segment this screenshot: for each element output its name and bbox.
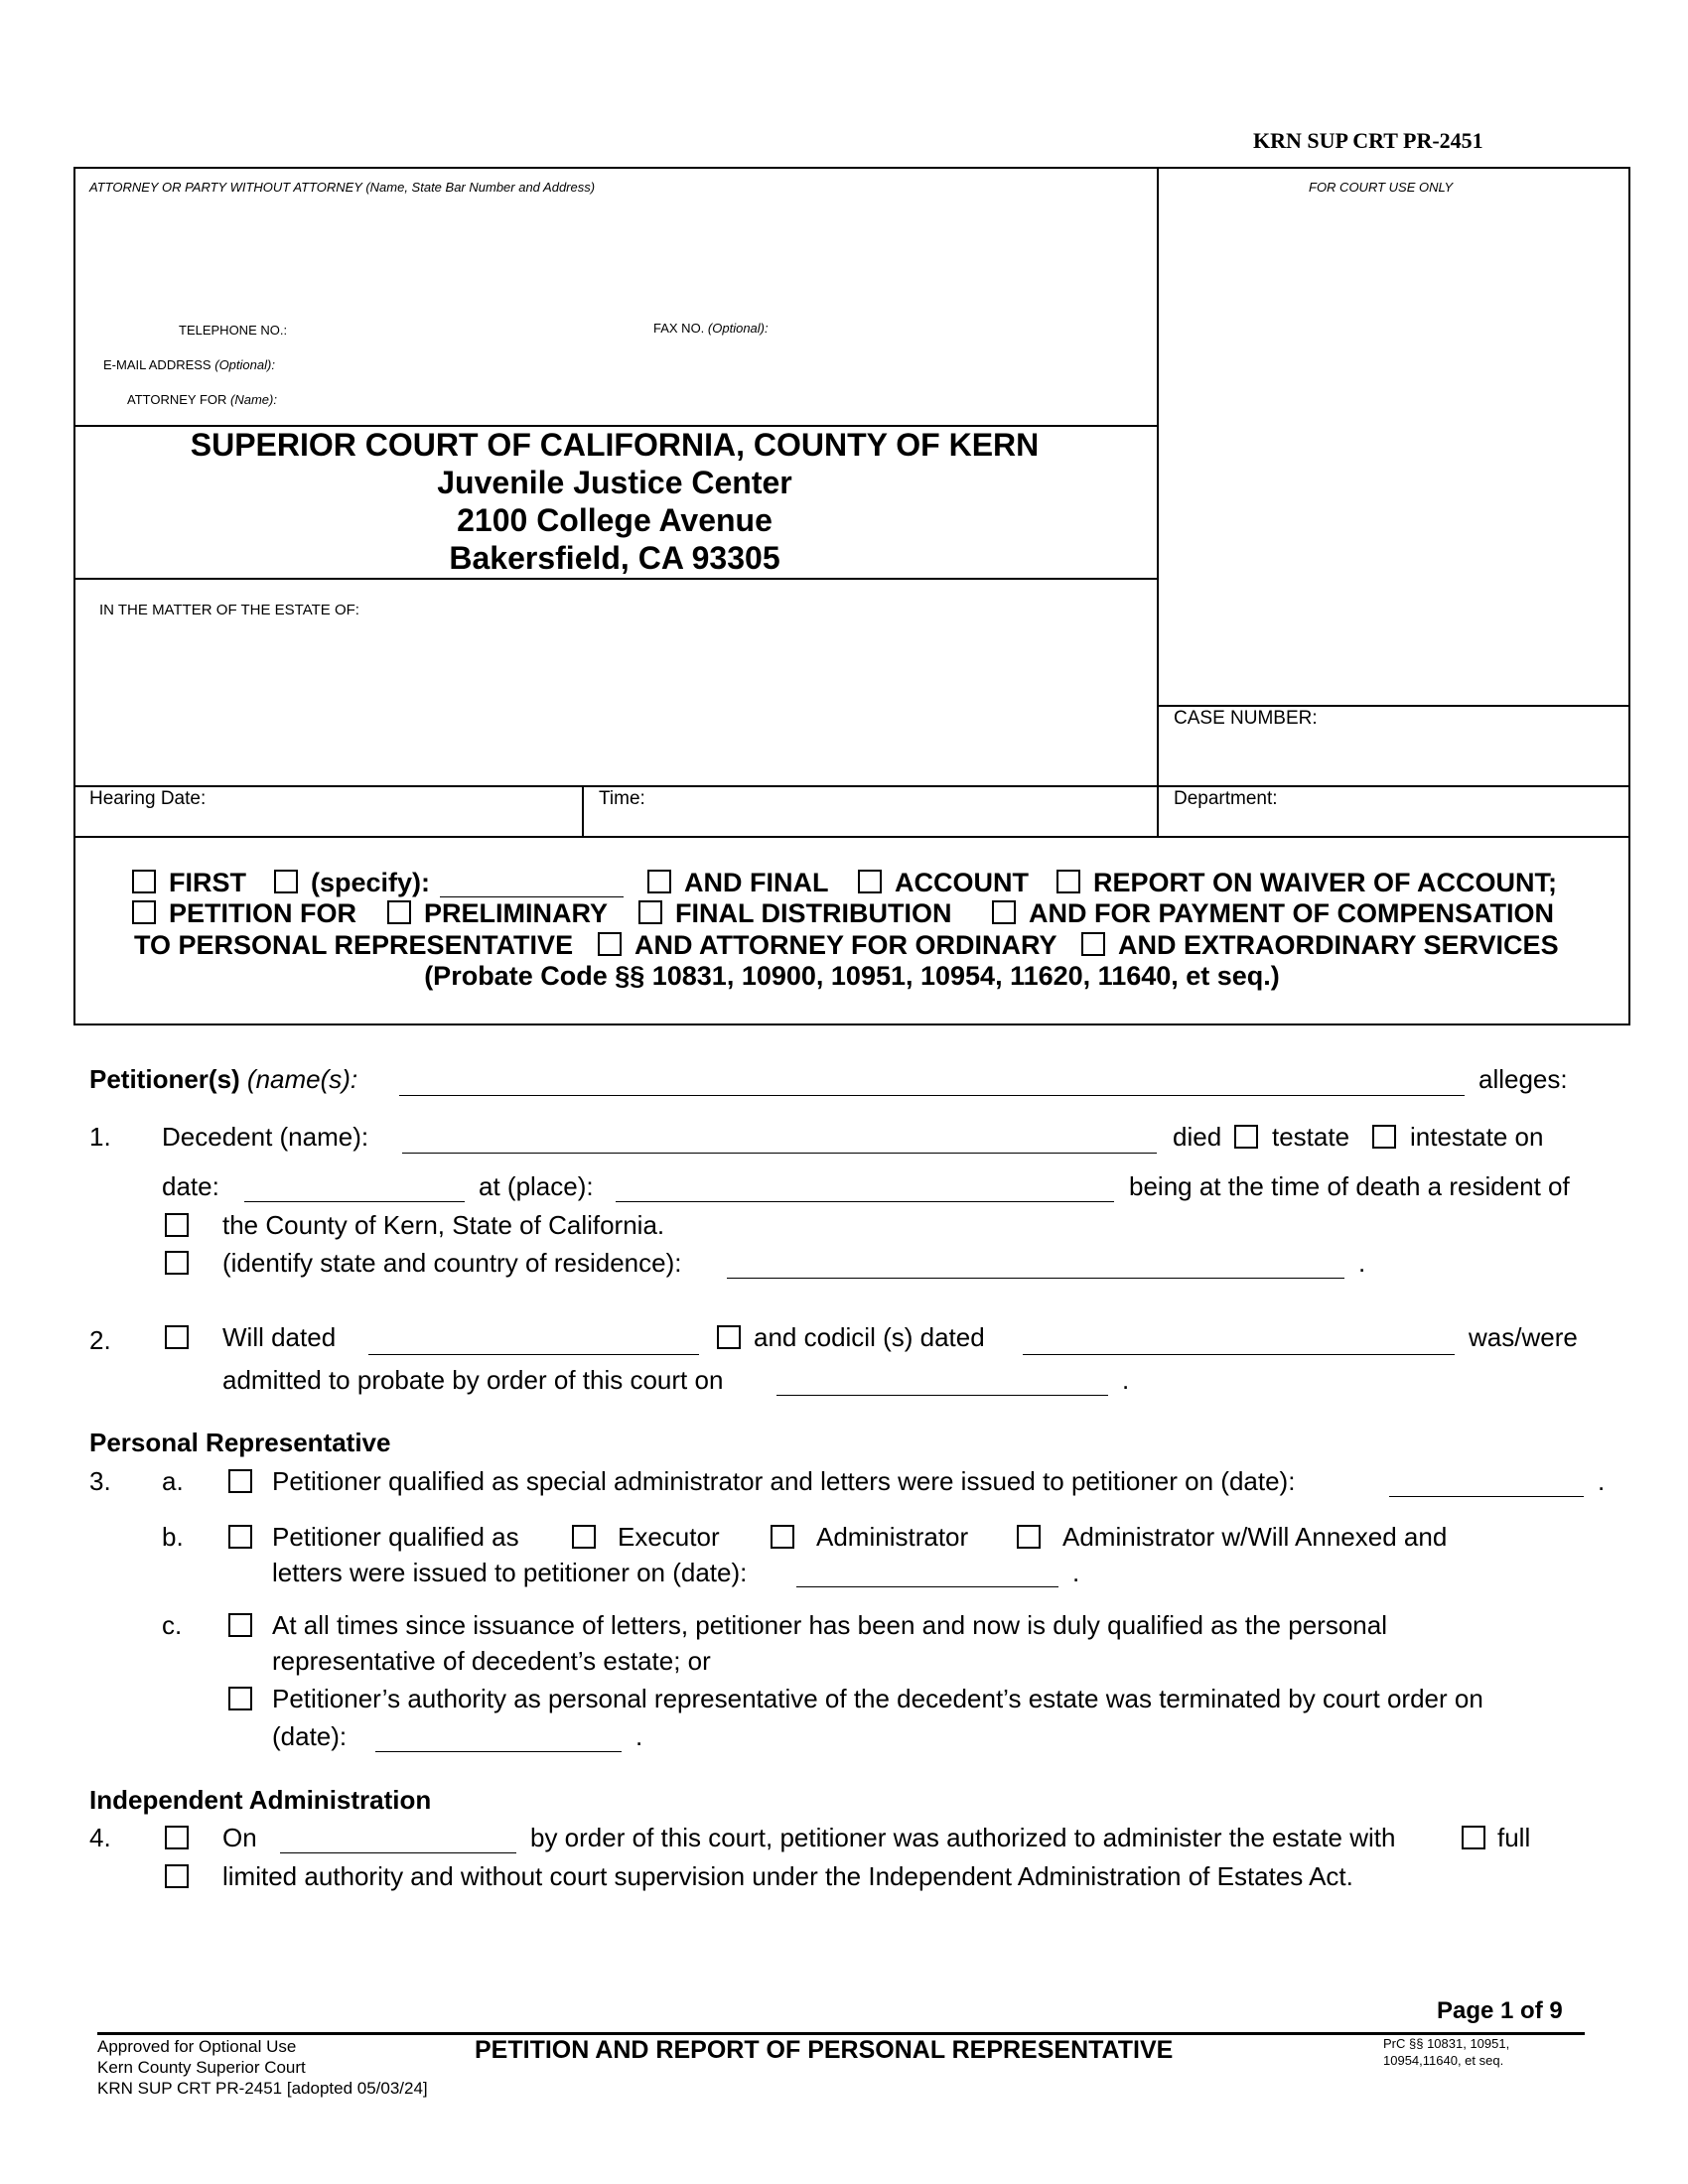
email-optional: (Optional): bbox=[214, 357, 275, 372]
resident-label: being at the time of death a resident of bbox=[1129, 1171, 1570, 1201]
specify-label: (specify): bbox=[311, 868, 431, 897]
death-date-label: date: bbox=[162, 1171, 219, 1201]
duly-qualified-checkbox[interactable] bbox=[228, 1613, 252, 1637]
death-place-field[interactable] bbox=[616, 1201, 1114, 1202]
court-city: Bakersfield, CA 93305 bbox=[449, 540, 780, 576]
attorney-label: ATTORNEY OR PARTY WITHOUT ATTORNEY (Name, State Bar Number and Address) bbox=[89, 180, 596, 195]
waiver-label: REPORT ON WAIVER OF ACCOUNT; bbox=[1093, 868, 1558, 897]
codicil-date-field[interactable] bbox=[1023, 1354, 1455, 1355]
will-dated-label: Will dated bbox=[222, 1322, 337, 1352]
extraordinary-label: AND EXTRAORDINARY SERVICES bbox=[1118, 930, 1559, 960]
account-label: ACCOUNT bbox=[895, 868, 1029, 897]
first-checkbox[interactable] bbox=[132, 870, 156, 893]
divider-line bbox=[1157, 705, 1630, 707]
extraordinary-checkbox[interactable] bbox=[1081, 932, 1105, 956]
petitioner-names-label: (name(s): bbox=[246, 1064, 358, 1094]
department-label: Department: bbox=[1174, 788, 1278, 809]
special-admin-period: . bbox=[1598, 1466, 1606, 1496]
intestate-checkbox[interactable] bbox=[1372, 1125, 1396, 1149]
personal-rep-heading: Personal Representative bbox=[89, 1428, 391, 1457]
probate-code: (Probate Code §§ 10831, 10900, 10951, 10954, 11620, 11640, et seq.) bbox=[424, 961, 1280, 991]
specify-checkbox[interactable] bbox=[274, 870, 298, 893]
payment-comp-label: AND FOR PAYMENT OF COMPENSATION bbox=[1029, 898, 1555, 928]
qualified-as-checkbox[interactable] bbox=[228, 1525, 252, 1549]
attorney-ordinary-checkbox[interactable] bbox=[598, 932, 622, 956]
court-use-label: FOR COURT USE ONLY bbox=[1309, 180, 1454, 195]
payment-comp-checkbox[interactable] bbox=[992, 900, 1016, 924]
petitioner-label: Petitioner(s) bbox=[89, 1064, 240, 1094]
letters-issued-text: letters were issued to petitioner on (date): bbox=[272, 1558, 748, 1587]
other-residence-field[interactable] bbox=[727, 1278, 1344, 1279]
specify-blank[interactable] bbox=[440, 896, 624, 897]
petitioner-name-field[interactable] bbox=[399, 1095, 1465, 1096]
duly-qualified-text: At all times since issuance of letters, petitioner has been and now is duly qualified as the personal bbox=[272, 1610, 1387, 1640]
case-number-label: CASE NUMBER: bbox=[1174, 708, 1318, 729]
attorney-for-label bbox=[127, 392, 277, 407]
item-3b-label: b. bbox=[162, 1522, 184, 1552]
full-authority-checkbox[interactable] bbox=[1462, 1826, 1485, 1849]
court-location: Juvenile Justice Center bbox=[437, 465, 792, 500]
page-number: Page 1 of 9 bbox=[1437, 1997, 1563, 2024]
alleges-label: alleges: bbox=[1478, 1064, 1568, 1094]
kern-resident-checkbox[interactable] bbox=[165, 1213, 189, 1237]
limited-authority-text: limited authority and without court supervision under the Independent Administration of Estates Act. bbox=[222, 1861, 1353, 1891]
indep-admin-checkbox[interactable] bbox=[165, 1826, 189, 1849]
attorney-for-name: (Name): bbox=[230, 392, 277, 407]
email-label bbox=[103, 357, 275, 372]
divider-line bbox=[73, 785, 1630, 787]
testate-label: testate bbox=[1272, 1122, 1350, 1152]
approved-line-1: Approved for Optional Use bbox=[97, 2037, 297, 2056]
death-place-label: at (place): bbox=[479, 1171, 594, 1201]
and-final-checkbox[interactable] bbox=[647, 870, 671, 893]
admitted-label: admitted to probate by order of this court on bbox=[222, 1365, 724, 1395]
footer-rule bbox=[97, 2032, 1585, 2035]
petitioner-line bbox=[89, 1064, 357, 1095]
estate-matter-label: IN THE MATTER OF THE ESTATE OF: bbox=[99, 602, 359, 618]
admitted-date-field[interactable] bbox=[776, 1395, 1108, 1396]
item-3-number: 3. bbox=[89, 1466, 111, 1496]
executor-label: Executor bbox=[618, 1522, 720, 1552]
item-1-number: 1. bbox=[89, 1122, 111, 1152]
admin-will-annexed-checkbox[interactable] bbox=[1017, 1525, 1041, 1549]
special-admin-text: Petitioner qualified as special administrator and letters were issued to petitioner on (date): bbox=[272, 1466, 1296, 1496]
letters-issued-period: . bbox=[1072, 1558, 1080, 1587]
approved-line-3: KRN SUP CRT PR-2451 [adopted 05/03/24] bbox=[97, 2079, 428, 2098]
duly-qualified-text-cont: representative of decedent’s estate; or bbox=[272, 1646, 711, 1676]
qualified-as-text: Petitioner qualified as bbox=[272, 1522, 519, 1552]
admitted-period: . bbox=[1122, 1365, 1130, 1395]
final-distribution-checkbox[interactable] bbox=[638, 900, 662, 924]
preliminary-checkbox[interactable] bbox=[387, 900, 411, 924]
divider-line bbox=[582, 785, 584, 838]
divider-line bbox=[1157, 167, 1159, 838]
fax-label-text: FAX NO. bbox=[653, 321, 705, 336]
hearing-date-label: Hearing Date: bbox=[89, 788, 207, 809]
time-label: Time: bbox=[599, 788, 645, 809]
email-label-text: E-MAIL ADDRESS bbox=[103, 357, 211, 372]
final-distribution-label: FINAL DISTRIBUTION bbox=[675, 898, 952, 928]
telephone-label: TELEPHONE NO.: bbox=[179, 323, 288, 338]
item-2-number: 2. bbox=[89, 1325, 111, 1355]
code-line-1: PrC §§ 10831, 10951, bbox=[1383, 2036, 1510, 2051]
codicil-label: and codicil (s) dated bbox=[754, 1322, 985, 1352]
indep-authorized-text: by order of this court, petitioner was authorized to administer the estate with bbox=[530, 1823, 1396, 1852]
indep-order-date-field[interactable] bbox=[280, 1852, 516, 1853]
indep-admin-heading: Independent Administration bbox=[89, 1785, 432, 1815]
terminated-period: . bbox=[635, 1721, 643, 1751]
waiver-checkbox[interactable] bbox=[1056, 870, 1080, 893]
died-label: died bbox=[1173, 1122, 1222, 1152]
authority-terminated-checkbox[interactable] bbox=[228, 1687, 252, 1710]
court-name: SUPERIOR COURT OF CALIFORNIA, COUNTY OF KERN bbox=[190, 427, 1040, 463]
account-checkbox[interactable] bbox=[858, 870, 882, 893]
indep-on-label: On bbox=[222, 1823, 257, 1852]
preliminary-label: PRELIMINARY bbox=[424, 898, 609, 928]
terminated-date-field[interactable] bbox=[375, 1751, 622, 1752]
item-3a-label: a. bbox=[162, 1466, 184, 1496]
item-4-number: 4. bbox=[89, 1823, 111, 1852]
decedent-label: Decedent (name): bbox=[162, 1122, 369, 1152]
fax-label bbox=[653, 321, 769, 336]
death-date-field[interactable] bbox=[244, 1201, 465, 1202]
form-id: KRN SUP CRT PR-2451 bbox=[1253, 128, 1483, 153]
administrator-checkbox[interactable] bbox=[771, 1525, 794, 1549]
attorney-ordinary-label: AND ATTORNEY FOR ORDINARY bbox=[634, 930, 1057, 960]
other-residence-label: (identify state and country of residence): bbox=[222, 1248, 682, 1278]
kern-resident-label: the County of Kern, State of California. bbox=[222, 1210, 665, 1240]
limited-authority-checkbox[interactable] bbox=[165, 1864, 189, 1888]
intestate-label: intestate on bbox=[1410, 1122, 1544, 1152]
fax-optional: (Optional): bbox=[707, 321, 769, 336]
admin-will-annexed-label: Administrator w/Will Annexed and bbox=[1062, 1522, 1448, 1552]
court-street: 2100 College Avenue bbox=[457, 502, 773, 538]
personal-rep-label: TO PERSONAL REPRESENTATIVE bbox=[134, 930, 574, 960]
administrator-label: Administrator bbox=[816, 1522, 969, 1552]
terminated-date-label: (date): bbox=[272, 1721, 348, 1751]
will-checkbox[interactable] bbox=[165, 1325, 189, 1349]
item-3c-label: c. bbox=[162, 1610, 183, 1640]
attorney-for-text: ATTORNEY FOR bbox=[127, 392, 227, 407]
code-line-2: 10954,11640, et seq. bbox=[1383, 2053, 1504, 2068]
executor-checkbox[interactable] bbox=[572, 1525, 596, 1549]
authority-terminated-text: Petitioner’s authority as personal representative of the decedent’s estate was terminated by court order on bbox=[272, 1684, 1483, 1713]
petition-for-checkbox[interactable] bbox=[132, 900, 156, 924]
other-residence-period: . bbox=[1358, 1248, 1366, 1278]
full-authority-label: full bbox=[1497, 1823, 1531, 1852]
special-admin-date-field[interactable] bbox=[1389, 1496, 1584, 1497]
letters-issued-date-field[interactable] bbox=[796, 1586, 1058, 1587]
form-title: PETITION AND REPORT OF PERSONAL REPRESENTATIVE bbox=[475, 2036, 1174, 2064]
and-final-label: AND FINAL bbox=[684, 868, 829, 897]
testate-checkbox[interactable] bbox=[1234, 1125, 1258, 1149]
special-admin-checkbox[interactable] bbox=[228, 1469, 252, 1493]
decedent-name-field[interactable] bbox=[402, 1153, 1157, 1154]
divider-line bbox=[73, 578, 1158, 580]
approved-line-2: Kern County Superior Court bbox=[97, 2058, 306, 2077]
petition-for-label: PETITION FOR bbox=[169, 898, 356, 928]
codicil-checkbox[interactable] bbox=[717, 1325, 741, 1349]
was-were-label: was/were bbox=[1469, 1322, 1578, 1352]
first-label: FIRST bbox=[169, 868, 246, 897]
will-date-field[interactable] bbox=[368, 1354, 699, 1355]
other-residence-checkbox[interactable] bbox=[165, 1251, 189, 1275]
